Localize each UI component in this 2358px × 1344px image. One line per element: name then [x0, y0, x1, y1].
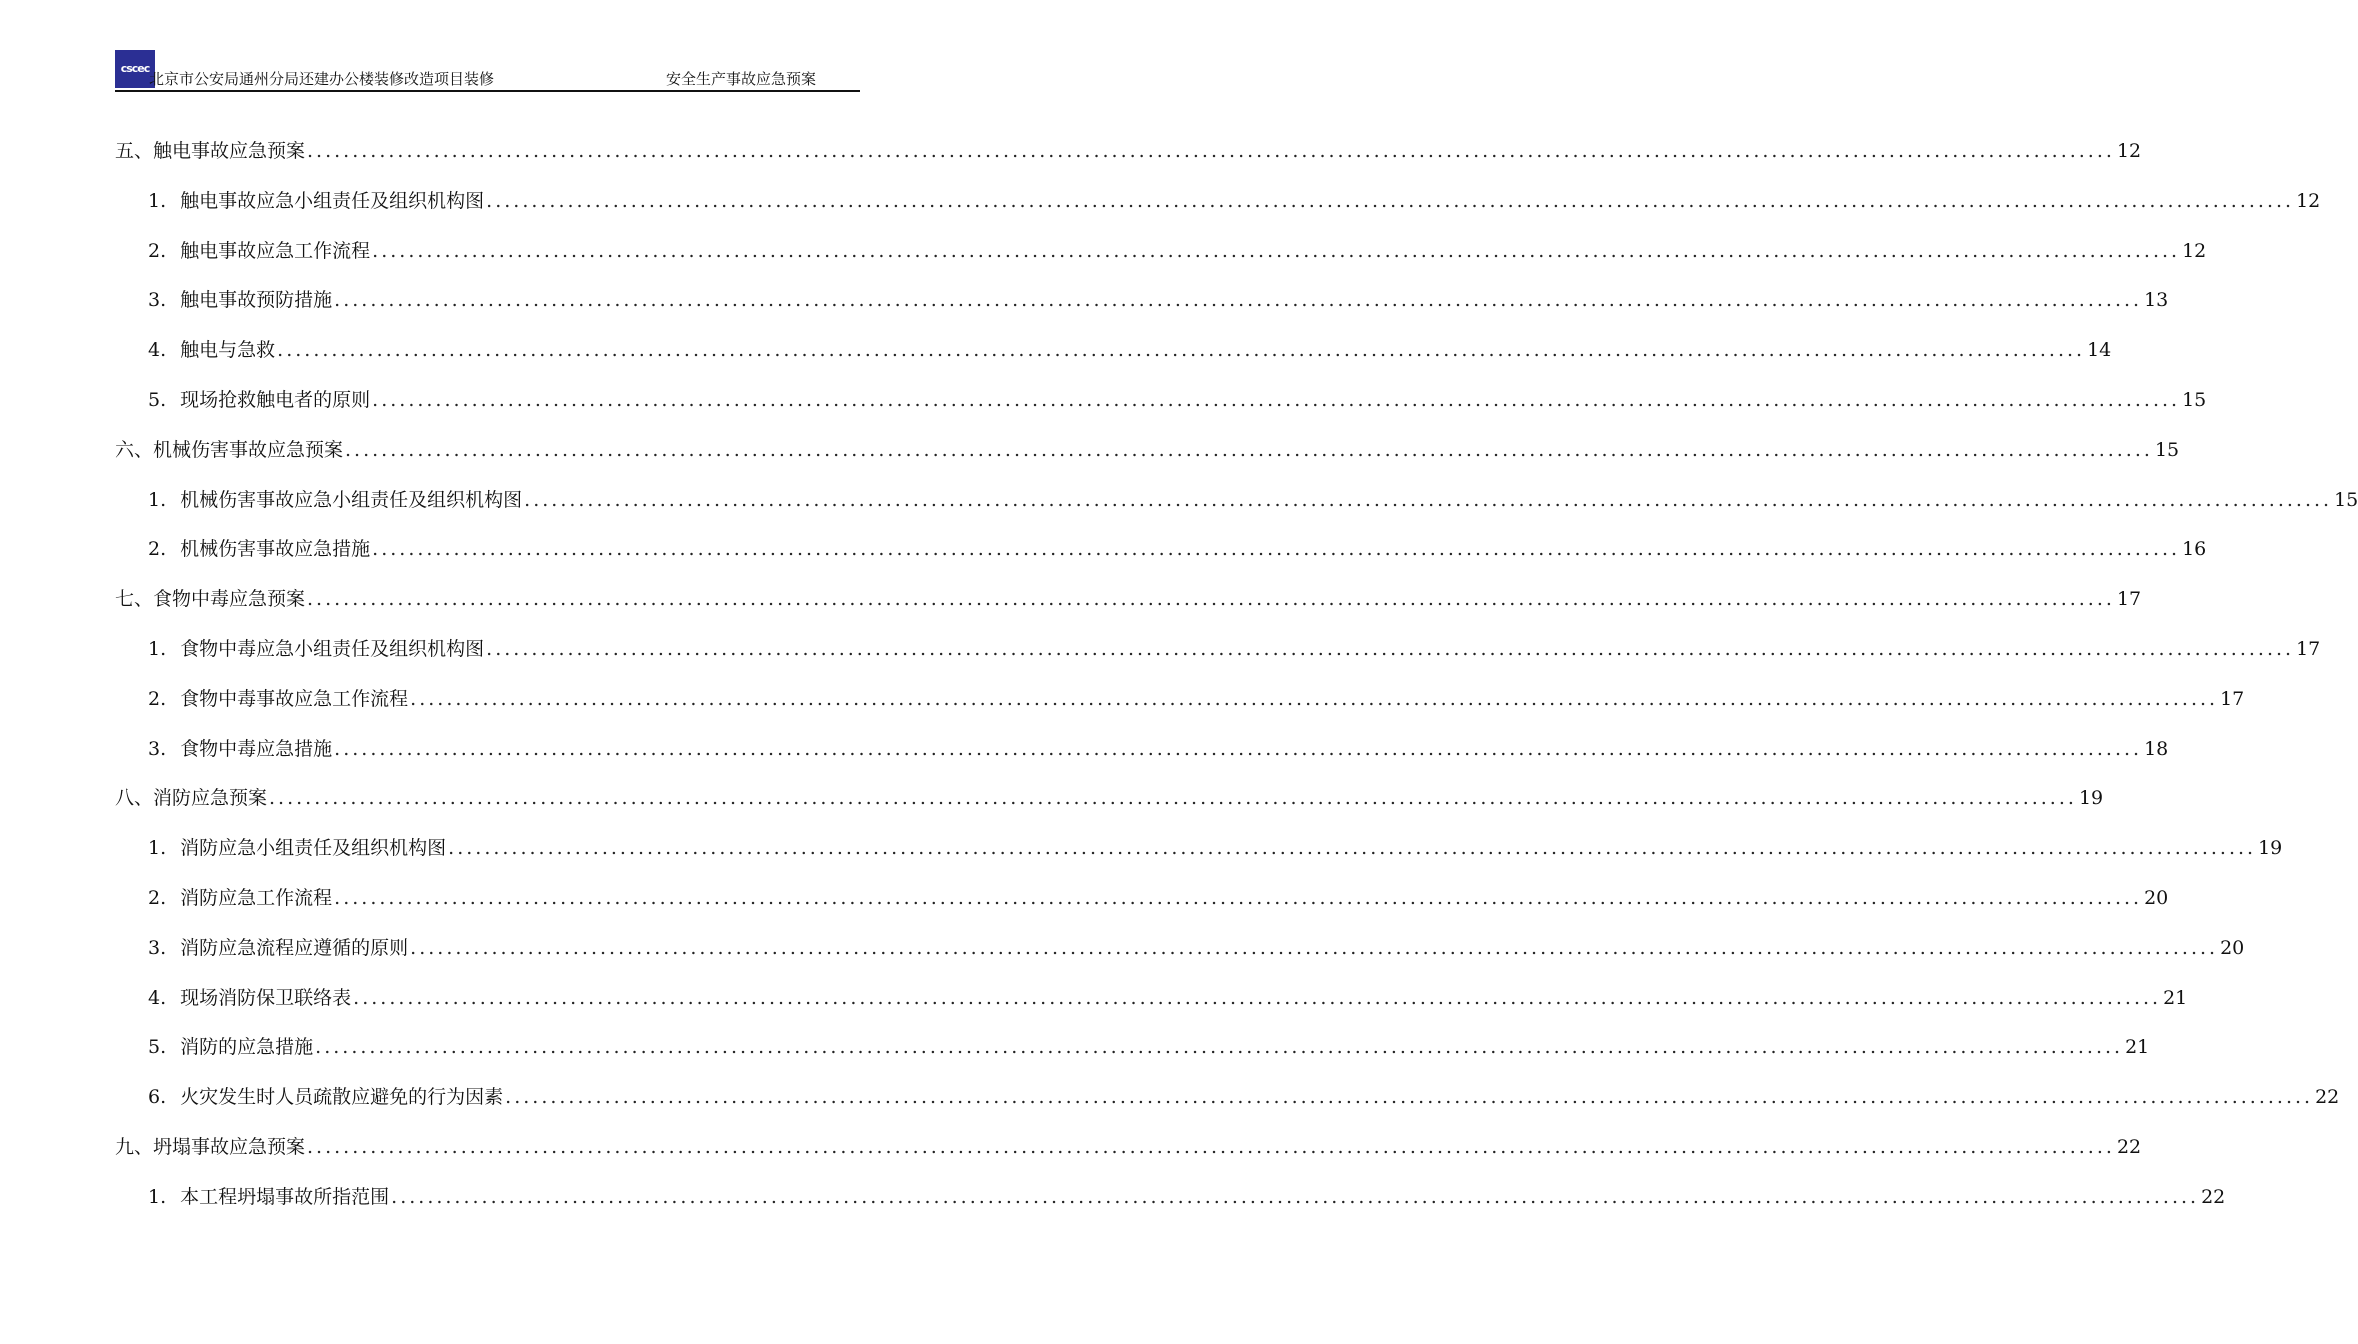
toc-entry-title: 本工程坍塌事故所指范围: [180, 1186, 390, 1208]
toc-entry-number: 1.: [148, 190, 167, 212]
toc-entry-number: 5.: [148, 389, 167, 411]
toc-entry-title: 消防应急流程应遵循的原则: [180, 937, 409, 959]
toc-entry-page-number: 12: [2296, 190, 2321, 212]
toc-entry-title: 消防的应急措施: [180, 1036, 314, 1058]
toc-dot-leader: ........................................................................................................................................................................................................: [307, 588, 2115, 610]
toc-entry-number: 3.: [148, 289, 167, 311]
toc-dot-leader: ........................................................................................................................................................................................................: [353, 987, 2162, 1009]
toc-entry-title: 六、机械伤害事故应急预案: [115, 439, 344, 461]
toc-entry-number: 1.: [148, 837, 167, 859]
toc-dot-leader: ........................................................................................................................................................................................................: [307, 1136, 2115, 1158]
toc-entry-page-number: 14: [2087, 339, 2112, 361]
toc-entry-title: 七、食物中毒应急预案: [115, 588, 306, 610]
header-document-title: 安全生产事故应急预案: [665, 70, 816, 88]
toc-entry-title: 消防应急工作流程: [180, 887, 333, 909]
toc-entry-number: 6.: [148, 1086, 167, 1108]
toc-entry-page-number: 12: [2182, 240, 2207, 262]
toc-entry[interactable]: [148, 335, 2112, 365]
toc-entry-title: 火灾发生时人员疏散应避免的行为因素: [180, 1086, 504, 1108]
toc-entry-number: 1.: [148, 638, 167, 660]
toc-entry-page-number: 19: [2258, 837, 2283, 859]
toc-entry-page-number: 17: [2116, 588, 2142, 610]
toc-entry-page-number: 17: [2296, 638, 2321, 660]
toc-entry-page-number: 19: [2078, 787, 2104, 809]
toc-entry-page-number: 20: [2220, 937, 2245, 959]
toc-entry-number: 2.: [148, 538, 167, 560]
toc-dot-leader: ........................................................................................................................................................................................................: [410, 937, 2219, 959]
toc-entry[interactable]: [148, 534, 2207, 564]
toc-entry-title: 食物中毒事故应急工作流程: [180, 688, 409, 710]
toc-entry-title: 五、触电事故应急预案: [115, 140, 306, 162]
toc-entry-number: 4.: [148, 339, 167, 361]
toc-entry-number: 2.: [148, 688, 167, 710]
toc-entry-page-number: 18: [2144, 738, 2169, 760]
toc-dot-leader: ........................................................................................................................................................................................................: [410, 688, 2219, 710]
toc-entry[interactable]: [115, 1132, 2142, 1162]
toc-entry[interactable]: [148, 933, 2245, 963]
toc-entry[interactable]: [148, 236, 2207, 266]
toc-entry[interactable]: [148, 385, 2207, 415]
toc-dot-leader: ........................................................................................................................................................................................................: [486, 638, 2295, 660]
toc-dot-leader: ........................................................................................................................................................................................................: [345, 439, 2153, 461]
toc-entry-title: 现场消防保卫联络表: [180, 987, 352, 1009]
toc-dot-leader: ........................................................................................................................................................................................................: [334, 289, 2143, 311]
toc-entry-title: 触电事故应急小组责任及组织机构图: [180, 190, 485, 212]
toc-entry-number: 3.: [148, 738, 167, 760]
page-header: [115, 50, 860, 92]
toc-entry-title: 八、消防应急预案: [115, 787, 268, 809]
toc-dot-leader: ........................................................................................................................................................................................................: [334, 887, 2143, 909]
toc-entry-number: 1.: [148, 489, 167, 511]
toc-entry-title: 消防应急小组责任及组织机构图: [180, 837, 447, 859]
toc-entry[interactable]: [148, 983, 2188, 1013]
toc-entry[interactable]: [148, 634, 2321, 664]
toc-entry-page-number: 15: [2334, 489, 2358, 511]
toc-dot-leader: ........................................................................................................................................................................................................: [448, 837, 2257, 859]
toc-entry-title: 现场抢救触电者的原则: [180, 389, 371, 411]
toc-entry-number: 3.: [148, 937, 167, 959]
toc-entry[interactable]: [148, 1032, 2150, 1062]
toc-dot-leader: ........................................................................................................................................................................................................: [372, 538, 2181, 560]
toc-dot-leader: ........................................................................................................................................................................................................: [391, 1186, 2200, 1208]
toc-dot-leader: ........................................................................................................................................................................................................: [277, 339, 2086, 361]
toc-dot-leader: ........................................................................................................................................................................................................: [524, 489, 2333, 511]
toc-entry[interactable]: [148, 883, 2169, 913]
toc-entry[interactable]: [148, 485, 2358, 515]
toc-dot-leader: ........................................................................................................................................................................................................: [307, 140, 2115, 162]
toc-entry-page-number: 21: [2125, 1036, 2150, 1058]
toc-entry[interactable]: [115, 783, 2104, 813]
toc-entry-number: 2.: [148, 240, 167, 262]
toc-entry-page-number: 15: [2154, 439, 2180, 461]
toc-entry-title: 九、坍塌事故应急预案: [115, 1136, 306, 1158]
toc-entry-page-number: 22: [2201, 1186, 2226, 1208]
toc-entry-page-number: 21: [2163, 987, 2188, 1009]
toc-entry-number: 5.: [148, 1036, 167, 1058]
toc-dot-leader: ........................................................................................................................................................................................................: [315, 1036, 2124, 1058]
toc-entry-number: 2.: [148, 887, 167, 909]
toc-entry-page-number: 20: [2144, 887, 2169, 909]
toc-entry-title: 食物中毒应急措施: [180, 738, 333, 760]
toc-entry-title: 机械伤害事故应急小组责任及组织机构图: [180, 489, 523, 511]
toc-entry[interactable]: [148, 734, 2169, 764]
toc-entry-number: 1.: [148, 1186, 167, 1208]
toc-entry-title: 机械伤害事故应急措施: [180, 538, 371, 560]
toc-entry-title: 触电事故预防措施: [180, 289, 333, 311]
toc-entry-page-number: 15: [2182, 389, 2207, 411]
toc-entry[interactable]: [148, 684, 2245, 714]
toc-entry[interactable]: [148, 1182, 2226, 1212]
toc-dot-leader: ........................................................................................................................................................................................................: [334, 738, 2143, 760]
header-project-title: 北京市公安局通州分局还建办公楼装修改造项目装修: [149, 70, 495, 88]
toc-entry-page-number: 16: [2182, 538, 2207, 560]
toc-entry-title: 触电事故应急工作流程: [180, 240, 371, 262]
toc-dot-leader: ........................................................................................................................................................................................................: [505, 1086, 2314, 1108]
toc-entry[interactable]: [148, 833, 2283, 863]
toc-entry[interactable]: [115, 136, 2142, 166]
toc-entry-page-number: 13: [2144, 289, 2169, 311]
toc-entry-number: 4.: [148, 987, 167, 1009]
toc-entry[interactable]: [115, 435, 2180, 465]
toc-entry[interactable]: [148, 186, 2321, 216]
toc-entry-page-number: 22: [2116, 1136, 2142, 1158]
toc-dot-leader: ........................................................................................................................................................................................................: [372, 389, 2181, 411]
toc-entry-page-number: 12: [2116, 140, 2142, 162]
toc-dot-leader: ........................................................................................................................................................................................................: [269, 787, 2077, 809]
toc-entry-page-number: 22: [2315, 1086, 2340, 1108]
toc-entry[interactable]: [148, 1082, 2340, 1112]
logo-text: cscec: [120, 62, 150, 75]
toc-dot-leader: ........................................................................................................................................................................................................: [372, 240, 2181, 262]
toc-entry[interactable]: [115, 584, 2142, 614]
toc-entry-title: 触电与急救: [180, 339, 276, 361]
toc-entry-page-number: 17: [2220, 688, 2245, 710]
toc-dot-leader: ........................................................................................................................................................................................................: [486, 190, 2295, 212]
toc-entry[interactable]: [148, 285, 2169, 315]
toc-entry-title: 食物中毒应急小组责任及组织机构图: [180, 638, 485, 660]
